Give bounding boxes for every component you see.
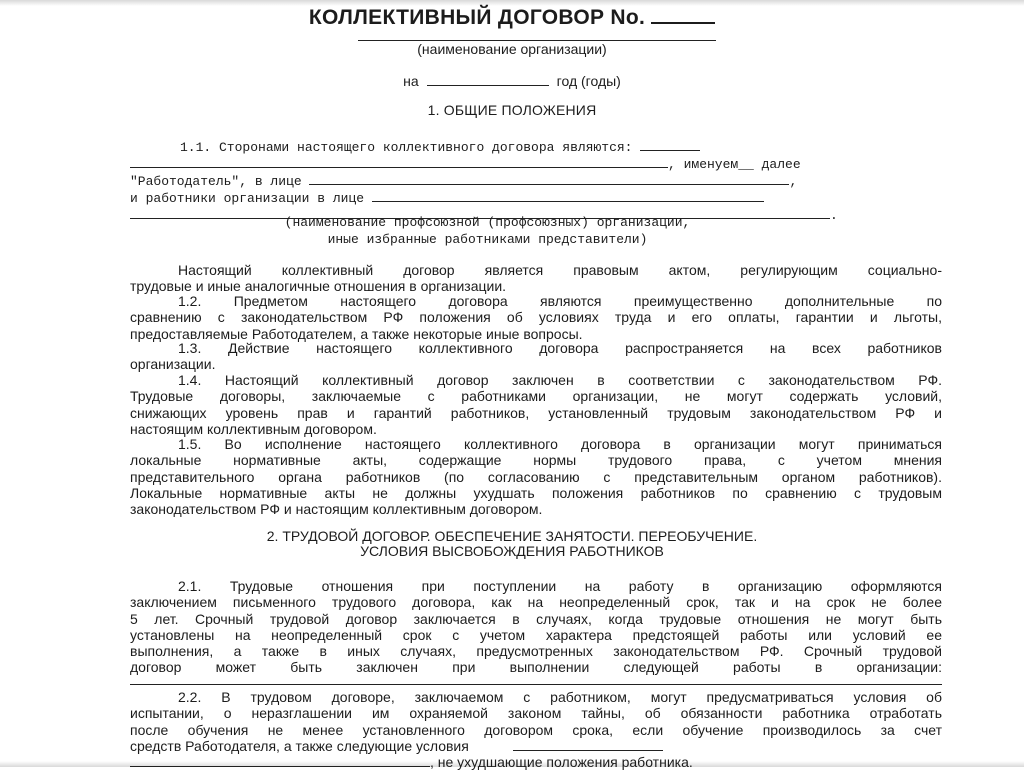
union-caption-1: (наименование профсоюзной (профсоюзных) организации, <box>284 215 691 230</box>
paragraph-1-4: 1.4. Настоящий коллективный договор заключен в соответствии с законодательством РФ. Трудовые договоры, заключаемые с работниками организации, не могут содержать условий, снижающих уровень прав и гарантий работников, установленный трудовым законодательством РФ и настоящим коллективным договором. <box>130 372 942 437</box>
paragraph-1-2: 1.2. Предметом настоящего договора являются преимущественно дополнительные по сравнению с законодательством РФ положения об условиях труда и его оплаты, гарантии и льготы, предоставляемые Работодателем, а также некоторые иные вопросы. <box>130 293 942 342</box>
employer-representative-blank[interactable] <box>309 172 789 185</box>
work-types-blank[interactable] <box>130 684 942 685</box>
parties-line-1: 1.1. Сторонами настоящего коллективного договора являются: <box>180 138 845 156</box>
section-2-heading-line-2: УСЛОВИЯ ВЫСВОБОЖДЕНИЯ РАБОТНИКОВ <box>360 543 664 559</box>
paragraph-1-5: 1.5. Во исполнение настоящего коллективного договора в организации могут приниматься локальные нормативные акты, содержащие нормы трудового права, с учетом мнения представительного органа работников (по согласованию с представительным органом работников). Локальные нормативные акты не должны ухудшать положения работников по сравнению с трудовым законодательством РФ и настоящим коллективным договором. <box>130 436 942 518</box>
paragraph-2-2-line-5: , не ухудшающие положения работника. <box>130 754 942 770</box>
parties-line-3: "Работодатель", в лице , <box>130 174 798 189</box>
parties-line-4: и работники организации в лице <box>130 189 845 207</box>
paragraph-intro: Настоящий коллективный договор является правовым актом, регулирующим социально- трудовые и иные аналогичные отношения в организации. <box>130 262 942 295</box>
parties-line-5: . <box>130 206 845 224</box>
party-blank-1[interactable] <box>640 138 700 151</box>
organization-caption: (наименование организации) <box>417 41 607 57</box>
paragraph-2-1: 2.1. Трудовые отношения при поступлении на работу в организацию оформляются заключением письменного трудового договора, как на неопределенный срок, так и на срок не более 5 лет. Срочный трудовой договор заключается в случаях, когда трудовые отношения не могут быть установлены на неопределенный срок с учетом характера предстоящей работы или условий ее выполнения, а также в иных случаях, предусмотренных законодательством РФ. Срочный трудовой договор может быть заключен при выполнении следующей работы в организации: <box>130 578 942 676</box>
paragraph-1-3: 1.3. Действие настоящего коллективного договора распространяется на всех работников организации. <box>130 340 942 373</box>
year-blank[interactable] <box>427 71 549 86</box>
section-2-heading-line-1: 2. ТРУДОВОЙ ДОГОВОР. ОБЕСПЕЧЕНИЕ ЗАНЯТОСТИ. ПЕРЕОБУЧЕНИЕ. <box>266 528 758 544</box>
section-1-heading: 1. ОБЩИЕ ПОЛОЖЕНИЯ <box>427 102 597 118</box>
conditions-blank-1[interactable] <box>513 738 663 751</box>
paragraph-2-2: 2.2. В трудовом договоре, заключаемом с работником, могут предусматриваться условия об испытании, о неразглашении им охраняемой законом тайны, об обязанности работника отработать после обучения не менее установленного договором срока, если обучение производилось за счет средств Работодателя, а также следующие условия , не ухудшающие положения работника. <box>130 689 942 770</box>
paragraph-2-2-line-4: средств Работодателя, а также следующие условия <box>130 738 942 754</box>
parties-line-2: , именуем__ далее <box>130 155 845 173</box>
party-blank-2[interactable] <box>130 155 668 168</box>
union-caption-2: иные избранные работниками представители) <box>327 232 648 247</box>
contract-number-blank[interactable] <box>651 4 715 24</box>
period-line: на год (годы) <box>403 73 621 89</box>
conditions-blank-2[interactable] <box>130 754 430 767</box>
document-title: КОЛЛЕКТИВНЫЙ ДОГОВОР No. <box>0 4 1024 30</box>
workers-representative-blank[interactable] <box>372 189 764 202</box>
